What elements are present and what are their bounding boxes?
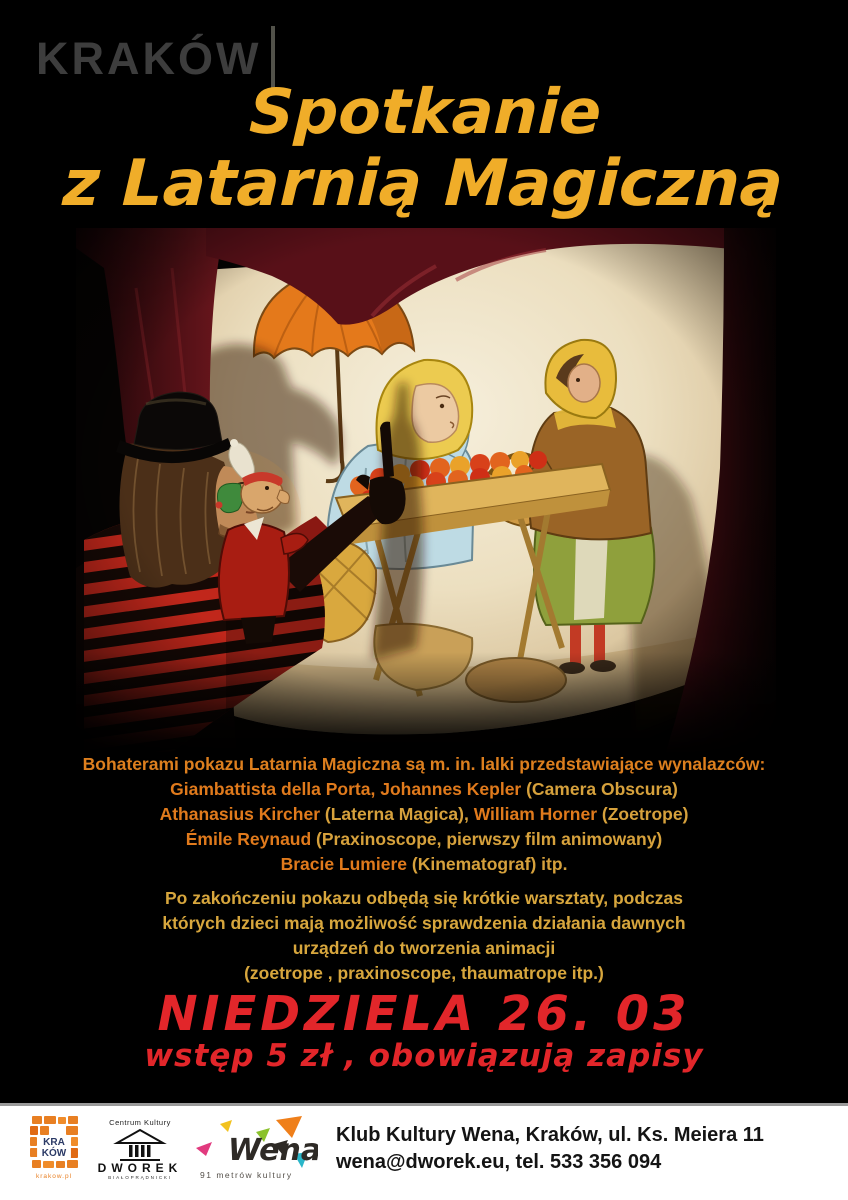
workshops-line-4: (zoetrope , praxinoscope, thaumatrope itp.): [244, 963, 604, 983]
workshops-line-2: których dzieci mają możliwość sprawdzenia działania dawnych: [162, 913, 686, 933]
krakow-logo-icon: [30, 1116, 82, 1188]
svg-text:krakow.pl: krakow.pl: [35, 1173, 73, 1180]
svg-text:BIAŁOPRĄDNICKI: BIAŁOPRĄDNICKI: [108, 1175, 172, 1180]
dworek-logo: [96, 1116, 184, 1187]
svg-text:91 metrów kultury: 91 metrów kultury: [200, 1170, 293, 1180]
inventors-line-5: Bracie Lumiere (Kinematograf) itp.: [280, 854, 568, 874]
title-line-1: Spotkanie: [248, 75, 603, 148]
krakow-brand-text: KRAKÓW: [36, 33, 262, 84]
svg-text:Wena: Wena: [228, 1133, 318, 1168]
poster-title: [0, 76, 848, 220]
svg-text:KRA: KRA: [43, 1137, 65, 1148]
title-line-2: z Latarnią Magiczną: [61, 147, 785, 221]
workshops-line-3: urządzeń do tworzenia animacji: [292, 938, 556, 958]
inventors-line-3: Athanasius Kircher (Laterna Magica), William Horner (Zoetrope): [159, 804, 689, 824]
dworek-logo-icon: [96, 1116, 184, 1182]
inventors-intro: Bohaterami pokazu Latarnia Magiczna są m. in. lalki przedstawiające wynalazców:: [82, 754, 766, 774]
contact-email-phone: wena@dworek.eu, tel. 533 356 094: [336, 1151, 662, 1173]
svg-text:KÓW: KÓW: [41, 1148, 67, 1159]
workshops-paragraph: [0, 886, 848, 986]
contact-address: Klub Kultury Wena, Kraków, ul. Ks. Meiera 11: [336, 1124, 764, 1146]
magic-lantern-scene: [76, 228, 776, 752]
svg-text:Centrum Kultury: Centrum Kultury: [109, 1118, 171, 1127]
event-date: NIEDZIELA 26. 03: [157, 986, 691, 1042]
svg-text:DWOREK: DWOREK: [97, 1161, 183, 1175]
inventors-paragraph: [0, 752, 848, 877]
event-info: wstęp 5 zł , obowiązują zapisy: [144, 1038, 704, 1074]
wena-logo-icon: [190, 1116, 318, 1184]
krakow-logo: [30, 1116, 82, 1193]
bottom-fade: [76, 652, 776, 752]
footer-bar: [0, 1103, 848, 1200]
inventors-line-2: Giambattista della Porta, Johannes Kepler (Camera Obscura): [170, 779, 678, 799]
workshops-line-1: Po zakończeniu pokazu odbędą się krótkie warsztaty, podczas: [164, 888, 683, 908]
inventors-line-4: Émile Reynaud (Praxinoscope, pierwszy film animowany): [185, 829, 663, 849]
stage-photo: [76, 228, 776, 752]
contact-info: [336, 1122, 764, 1176]
wena-logo: [190, 1116, 318, 1189]
